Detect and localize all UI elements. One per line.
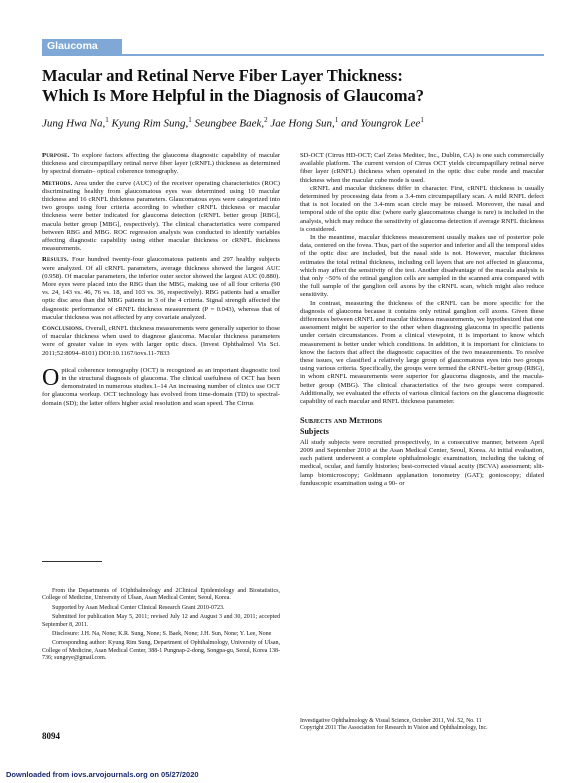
drop-cap: O: [42, 364, 60, 391]
abstract-methods: [42, 180, 280, 254]
article-title: [42, 66, 552, 106]
journal-line: Investigative Ophthalmology & Visual Science, October 2011, Vol. 52, No. 11: [300, 718, 482, 724]
author: Seungbee Baek,: [194, 117, 265, 130]
intro-paragraph: ptical coherence tomography (OCT) is recognized as an important diagnostic tool in the structural diagnosis of glaucoma. The clinical usefulness of OCT has been demonstrated in numerous studies.1–14 An increasing number of clinics use OCT for glaucoma workup. OCT technology has evolved from time-domain (TD) to spectral-domain (SD); the latter offers higher axial resolution and scan speed. The Cirrus: [42, 366, 280, 407]
title-line-2: Which Is More Helpful in the Diagnosis of Glaucoma?: [42, 86, 424, 105]
section-heading: Subjects and Methods: [300, 415, 383, 426]
footnote: Disclosure: J.H. Na, None; K.R. Sung, None; S. Baek, None; J.H. Sun, None; Y. Lee, None: [52, 631, 272, 638]
footnote-rule: [42, 561, 102, 562]
abstract: [42, 152, 280, 358]
body-paragraph: cRNFL and macular thickness differ in character. First, cRNFL thickness is usually determined by processing data from a 3.4-mm circumpapillary scan. A mild RNFL defect that is not located on the 3.4-mm scan circle may be missed. Moreover, the nasal and temporal side of the optic disc (where early glaucomatous change is rare) is included in the analysis, which may reduce the sensitivity of glaucoma detection if average RNFL thickness is considered.: [300, 184, 544, 233]
header-rule: [42, 54, 544, 56]
page-number: 8094: [42, 731, 60, 741]
author-affiliation: 1: [105, 116, 109, 124]
author: Jung Hwa Na,: [42, 117, 106, 130]
section-tag: Glaucoma: [42, 39, 122, 54]
abstract-label: Conclusions.: [42, 325, 84, 333]
abstract-label: Results.: [42, 256, 69, 264]
download-note[interactable]: Downloaded from iovs.arvojournals.org on 05/27/2020: [6, 770, 199, 779]
author-affiliation: 1: [188, 116, 192, 124]
journal-info: [300, 718, 560, 732]
abstract-conclusions: [42, 325, 280, 358]
right-column: [300, 152, 544, 488]
subsection-heading: Subjects: [300, 426, 329, 436]
left-column: [42, 152, 280, 408]
abstract-text: Area under the curve (AUC) of the receiver operating characteristics (ROC) discriminating healthy from glaucomatous eyes was determined using 10 macular thickness and 16 cRNFL thickness parameters. Glaucomatous eyes were categorized into two groups using four criteria according to whether cRNFL thickness or macular thickness were better indicated for glaucoma detection (cRNFL better group [RBG], macula better group [MBG], respectively). The clinical characteristics were compared between RBG and MBG. ROC regression analysis was conducted to identify variables affecting diagnostic capability using either macular thickness or cRNFL thickness measurements.: [42, 179, 280, 253]
footnote: Submitted for publication May 5, 2011; revised July 12 and August 3 and 30, 2011; accepted September 8, 2011.: [42, 614, 280, 628]
copyright-line: Copyright 2011 The Association for Research in Vision and Ophthalmology, Inc.: [300, 725, 488, 731]
abstract-text: Four hundred twenty-four glaucomatous patients and 297 healthy subjects were analyzed. Of all cRNFL parameters, average thickness showed the largest AUC (0.958). Of macular parameters, the inferior outer sector showed the largest AUC (0.880). More eyes were placed into the RBG than the MBG, making use of all four criteria (90 vs. 24, 143 vs. 46, 76 vs. 18, and 103 vs. 36, respectively). RBG patients had a smaller optic disc area than did MBG patients in 3 of the 4 criteria. Signal strength affected the diagnostic performance of cRNFL thickness measurement (P = 0.043), whereas that of macular thickness was not affected by any covariate analyzed.: [42, 256, 280, 321]
title-line-1: Macular and Retinal Nerve Fiber Layer Thickness:: [42, 66, 403, 85]
footnote: Supported by Asan Medical Center Clinical Research Grant 2010-0723.: [52, 604, 225, 611]
abstract-label: Methods.: [42, 179, 73, 187]
body-paragraph: In contrast, measuring the thickness of the cRNFL can be more specific for the diagnosis of glaucoma because it contains only retinal ganglion cell axons. Given these differences between cRNFL and macular thickness measurements, we hypothesized that one assessment might be superior to the other when diagnosing glaucoma in specific patients under certain circumstances. From a clinical viewpoint, it is important to know which measurement is better under which conditions. In addition, it is important for clinicians to know the factors that affect the diagnostic capacities of the two measurements. To resolve these issues, we classified a relatively large group of glaucomatous eyes into two groups using various criteria. Specifically, the groups were termed the cRNFL-better group (RBG), in whom cRNFL measurements were superior for glaucoma diagnosis, and the macula-better group (MBG). The clinical characteristics of the two groups were compared. Additionally, we evaluated the effects of various clinical factors on the glaucoma diagnostic capability of each macular and RNFL thickness parameter.: [300, 299, 544, 406]
author-affiliation: 1: [420, 116, 424, 124]
introduction: [42, 364, 280, 408]
author-affiliation: 1: [334, 116, 339, 124]
abstract-text: Overall, cRNFL thickness measurements were generally superior to those of macular thickness when used to diagnose glaucoma. Macular thickness parameters were of greater value in eyes with larger optic discs. (Invest Ophthalmol Vis Sci. 2011;52:8094–8101) DOI:10.1167/iovs.11-7833: [42, 325, 280, 357]
abstract-purpose: [42, 152, 280, 177]
footnote: Corresponding author: Kyung Rim Sung, Department of Ophthalmology, University of Ulsan, College of Medicine, Asan Medical Center, 388-1 Pungnap-2-dong, Songpa-gu, Seoul, Korea 138-736; sungeye@gmail.com.: [42, 640, 280, 662]
abstract-label: Purpose.: [42, 152, 70, 159]
author-affiliation: 2: [264, 116, 268, 124]
footnotes: [42, 588, 280, 665]
author: Jae Hong Sun,: [270, 117, 335, 130]
body-paragraph: In the meantime, macular thickness measurement usually makes use of posterior pole data, centered on the fovea. Thus, part of the superior and inferior and all the temporal sides of the optic disc are included, but the nasal side is not. However, macular thickness estimates the total retinal thickness, including cell layers that are not affected in glaucoma, which may affect the sensitivity of the test. Another disadvantage of the macula analysis is that only ~50% of the retinal ganglion cells are sampled in the scanned area compared with the full sample of the ganglion cell axons by the cRNFL scan, which might also reduce sensitivity.: [300, 234, 544, 299]
author: Kyung Rim Sung,: [111, 117, 189, 130]
body-paragraph: All study subjects were recruited prospectively, in a consecutive manner, between April 2009 and September 2010 at the Asan Medical Center, Seoul, Korea. At initial evaluation, each patient underwent a complete ophthalmologic examination, including the taking of medical, ocular, and family histories; best-corrected visual acuity (BCVA) assessment; slit-lamp biomicroscopy; Goldmann applanation tonometry (GAT); gonioscopy; dilated funduscopic examination using a 90- or: [300, 438, 544, 487]
abstract-results: [42, 256, 280, 322]
author: and Youngrok Lee: [341, 117, 421, 130]
abstract-text: To explore factors affecting the glaucoma diagnostic capability of macular thickness and circumpapillary retinal nerve fiber layer (cRNFL) thickness as determined by spectral domain– optical coherence tomography.: [42, 152, 280, 176]
author-list: [42, 116, 552, 130]
footnote: From the Departments of 1Ophthalmology and 2Clinical Epidemiology and Biostatistics, College of Medicine, University of Ulsan, Asan Medical Center, Seoul, Korea.: [42, 588, 280, 602]
body-paragraph: SD-OCT (Cirrus HD-OCT; Carl Zeiss Meditec, Inc., Dublin, CA) is one such commercially available platform. The current version of Cirrus OCT yields circumpapillary retinal nerve fiber layer (cRNFL) thickness when operated in the optic disc cube mode and macular thickness when the macular cube mode is used.: [300, 152, 544, 184]
